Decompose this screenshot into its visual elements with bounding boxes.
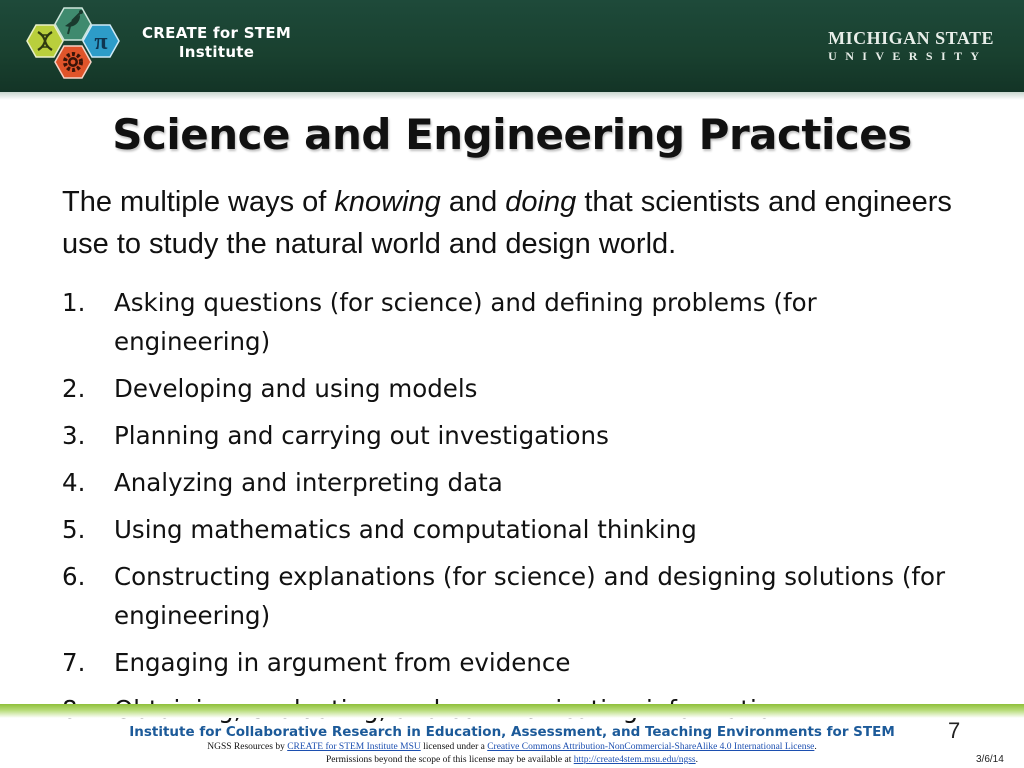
footer-institute-name: Institute for Collaborative Research in Education, Assessment, and Teaching Environments for STEM bbox=[129, 724, 895, 740]
gear-icon bbox=[55, 46, 91, 78]
list-item-text: Planning and carrying out investigations bbox=[114, 421, 609, 450]
list-item-text: Constructing explanations (for science) and designing solutions (for engineering) bbox=[114, 562, 946, 630]
list-item bbox=[62, 283, 962, 361]
list-item bbox=[62, 510, 962, 549]
license-line bbox=[0, 742, 1024, 752]
create-for-stem-logo bbox=[14, 4, 136, 86]
university-name-line2: UNIVERSITY bbox=[828, 49, 988, 63]
list-item-number: 6. bbox=[62, 562, 86, 591]
org-name-line2: Institute bbox=[178, 43, 255, 61]
university-logo bbox=[828, 28, 994, 64]
list-item-number: 1. bbox=[62, 288, 86, 317]
slide-date: 3/6/14 bbox=[976, 754, 1004, 765]
slide-subtitle bbox=[62, 181, 972, 265]
slide-title: Science and Engineering Practices bbox=[112, 110, 912, 159]
page-number: 7 bbox=[948, 718, 961, 743]
license-suffix: . bbox=[814, 742, 817, 752]
org-name bbox=[142, 24, 291, 62]
svg-text:π: π bbox=[94, 29, 108, 55]
list-item bbox=[62, 369, 962, 408]
list-item bbox=[62, 416, 962, 455]
list-item bbox=[62, 463, 962, 502]
subtitle-emphasis-knowing: knowing bbox=[334, 186, 441, 218]
list-item-text: Developing and using models bbox=[114, 374, 478, 403]
footer-divider bbox=[0, 704, 1024, 718]
header-divider bbox=[0, 92, 1024, 100]
list-item-number: 4. bbox=[62, 468, 86, 497]
permissions-suffix: . bbox=[695, 755, 698, 765]
create-for-stem-link[interactable]: CREATE for STEM Institute MSU bbox=[287, 742, 421, 752]
university-name-line1: MICHIGAN STATE bbox=[828, 28, 994, 48]
permissions-line bbox=[0, 755, 1024, 765]
header-band bbox=[0, 0, 1024, 92]
subtitle-text-1: The multiple ways of bbox=[62, 186, 335, 218]
subtitle-text-2: and bbox=[440, 186, 506, 218]
license-mid: licensed under a bbox=[420, 742, 488, 752]
list-item-text: Asking questions (for science) and defining problems (for engineering) bbox=[114, 288, 817, 356]
list-item bbox=[62, 557, 962, 635]
subtitle-emphasis-doing: doing bbox=[505, 186, 577, 218]
creative-commons-license-link[interactable]: Creative Commons Attribution-NonCommercial-ShareAlike 4.0 International License bbox=[487, 742, 815, 752]
list-item-text: Analyzing and interpreting data bbox=[114, 468, 503, 497]
list-item-text: Engaging in argument from evidence bbox=[114, 648, 571, 677]
permissions-link[interactable]: http://create4stem.msu.edu/ngss bbox=[573, 755, 696, 765]
list-item-text: Using mathematics and computational thinking bbox=[114, 515, 697, 544]
list-item-number: 2. bbox=[62, 374, 86, 403]
subtitle-text-3: that scientists and engineers use to study the natural world and design world. bbox=[62, 186, 952, 260]
org-name-line1: CREATE for STEM bbox=[142, 24, 292, 42]
list-item-number: 7. bbox=[62, 648, 86, 677]
list-item-number: 5. bbox=[62, 515, 86, 544]
license-prefix: NGSS Resources by bbox=[207, 742, 288, 752]
practices-list bbox=[62, 283, 962, 737]
list-item bbox=[62, 643, 962, 682]
list-item-number: 3. bbox=[62, 421, 86, 450]
permissions-prefix: Permissions beyond the scope of this license may be available at bbox=[325, 755, 574, 765]
